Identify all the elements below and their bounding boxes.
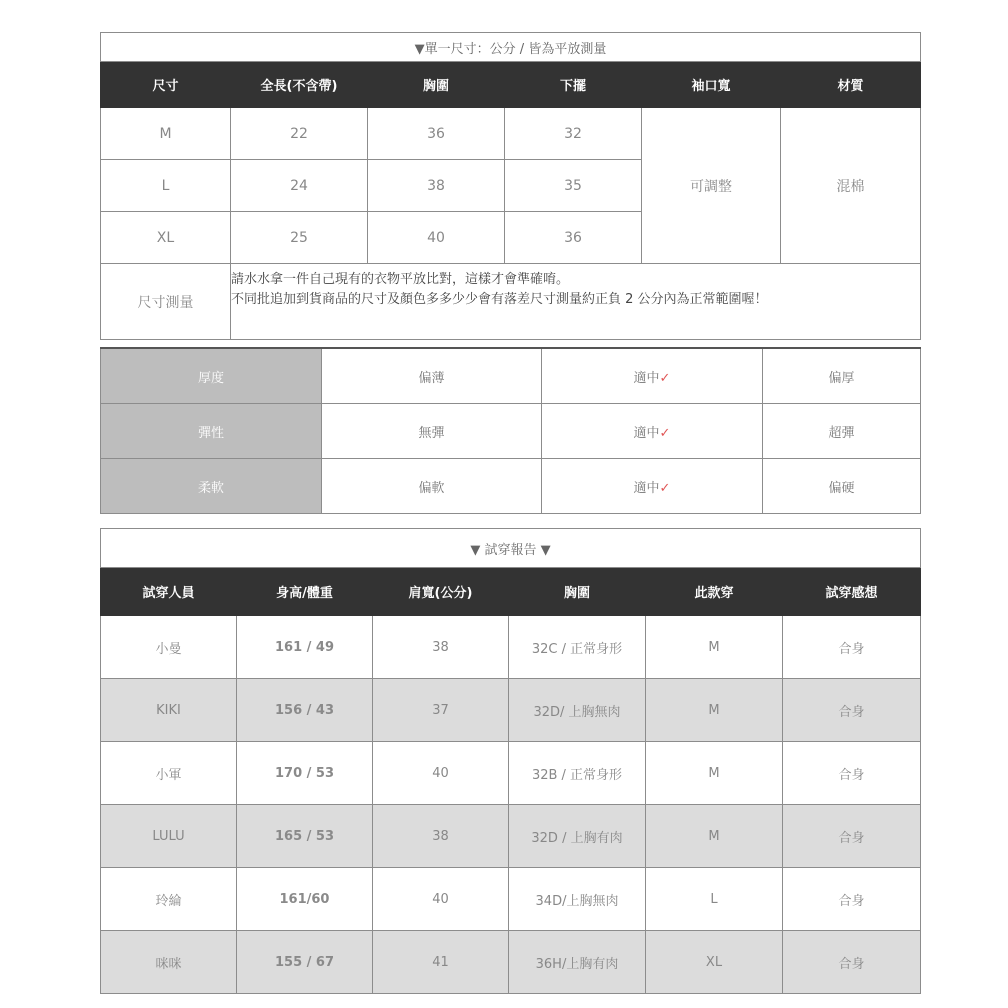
material-cell: 混棉 xyxy=(781,108,921,264)
shoulder-width: 41 xyxy=(373,931,509,994)
fitting-report-table xyxy=(100,528,921,994)
header-tester: 試穿人員 xyxy=(101,568,237,616)
shoulder-width: 38 xyxy=(373,805,509,868)
check-icon: ✓ xyxy=(659,425,671,441)
measure-note-line-1: 請水水拿一件自己現有的衣物平放比對，這樣才會準確唷。 xyxy=(231,272,570,287)
header-shoulder: 肩寬(公分) xyxy=(373,568,509,616)
height-weight: 156 / 43 xyxy=(237,679,373,742)
measure-label: 尺寸測量 xyxy=(101,264,231,340)
height-weight: 165 / 53 xyxy=(237,805,373,868)
table-row xyxy=(101,108,921,160)
tester-name: KIKI xyxy=(101,679,237,742)
size-worn: M xyxy=(646,805,783,868)
height-weight: 161 / 49 xyxy=(237,616,373,679)
tester-name: 咪咪 xyxy=(101,931,237,994)
size-worn: M xyxy=(646,742,783,805)
hem-cell: 32 xyxy=(505,108,642,160)
table-row xyxy=(101,616,921,679)
shoulder-width: 38 xyxy=(373,616,509,679)
tester-name: LULU xyxy=(101,805,237,868)
tester-name: 小曼 xyxy=(101,616,237,679)
feel-label: 彈性 xyxy=(101,404,322,459)
feel-option: 偏軟 xyxy=(322,459,542,514)
measure-note xyxy=(231,264,921,340)
fit-feel: 合身 xyxy=(783,616,921,679)
header-size: 尺寸 xyxy=(101,62,231,108)
size-cell: M xyxy=(101,108,231,160)
feel-option-selected: 適中✓ xyxy=(542,459,763,514)
header-material: 材質 xyxy=(781,62,921,108)
check-icon: ✓ xyxy=(659,370,671,386)
size-worn: L xyxy=(646,868,783,931)
feel-option: 偏硬 xyxy=(763,459,921,514)
header-height-weight: 身高/體重 xyxy=(237,568,373,616)
feel-label: 厚度 xyxy=(101,348,322,404)
feel-row-softness xyxy=(101,459,921,514)
hem-cell: 35 xyxy=(505,160,642,212)
height-weight: 161/60 xyxy=(237,868,373,931)
table-row xyxy=(101,805,921,868)
header-cuff: 袖口寬 xyxy=(642,62,781,108)
bust-info: 32C / 正常身形 xyxy=(509,616,646,679)
bust-info: 32B / 正常身形 xyxy=(509,742,646,805)
height-weight: 155 / 67 xyxy=(237,931,373,994)
hem-cell: 36 xyxy=(505,212,642,264)
cuff-cell: 可調整 xyxy=(642,108,781,264)
fit-feel: 合身 xyxy=(783,805,921,868)
feel-option-selected: 適中✓ xyxy=(542,404,763,459)
size-worn: M xyxy=(646,616,783,679)
chest-cell: 38 xyxy=(368,160,505,212)
header-hem: 下擺 xyxy=(505,62,642,108)
height-weight: 170 / 53 xyxy=(237,742,373,805)
length-cell: 24 xyxy=(231,160,368,212)
feel-row-elasticity xyxy=(101,404,921,459)
feel-option-selected: 適中✓ xyxy=(542,348,763,404)
fit-feel: 合身 xyxy=(783,931,921,994)
bust-info: 34D/上胸無肉 xyxy=(509,868,646,931)
size-cell: L xyxy=(101,160,231,212)
feel-option: 無彈 xyxy=(322,404,542,459)
feel-option: 偏薄 xyxy=(322,348,542,404)
shoulder-width: 40 xyxy=(373,742,509,805)
measure-note-line-2: 不同批追加到貨商品的尺寸及顏色多多少少會有落差尺寸測量約正負 2 公分內為正常範圍喔！ xyxy=(231,292,768,307)
tester-name: 小軍 xyxy=(101,742,237,805)
chest-cell: 40 xyxy=(368,212,505,264)
shoulder-width: 40 xyxy=(373,868,509,931)
bust-info: 36H/上胸有肉 xyxy=(509,931,646,994)
header-chest: 胸圍 xyxy=(368,62,505,108)
size-chart-table xyxy=(100,32,921,340)
chest-cell: 36 xyxy=(368,108,505,160)
table-row xyxy=(101,868,921,931)
size-cell: XL xyxy=(101,212,231,264)
table-row xyxy=(101,742,921,805)
check-icon: ✓ xyxy=(659,480,671,496)
feel-option: 超彈 xyxy=(763,404,921,459)
fit-feel: 合身 xyxy=(783,742,921,805)
size-worn: XL xyxy=(646,931,783,994)
feel-row-thickness xyxy=(101,348,921,404)
fit-feel: 合身 xyxy=(783,868,921,931)
fabric-feel-table xyxy=(100,347,921,514)
header-bust: 胸圍 xyxy=(509,568,646,616)
shoulder-width: 37 xyxy=(373,679,509,742)
feel-option: 偏厚 xyxy=(763,348,921,404)
table-row xyxy=(101,931,921,994)
header-size-worn: 此款穿 xyxy=(646,568,783,616)
feel-label: 柔軟 xyxy=(101,459,322,514)
header-length: 全長(不含帶) xyxy=(231,62,368,108)
table-row xyxy=(101,679,921,742)
fit-feel: 合身 xyxy=(783,679,921,742)
length-cell: 22 xyxy=(231,108,368,160)
tester-name: 玲綸 xyxy=(101,868,237,931)
bust-info: 32D / 上胸有肉 xyxy=(509,805,646,868)
header-fit-feel: 試穿感想 xyxy=(783,568,921,616)
length-cell: 25 xyxy=(231,212,368,264)
fitting-report-caption: ▼ 試穿報告 ▼ xyxy=(101,529,921,568)
size-chart-caption: ▼單一尺寸：公分 / 皆為平放測量 xyxy=(101,33,921,62)
bust-info: 32D/ 上胸無肉 xyxy=(509,679,646,742)
size-worn: M xyxy=(646,679,783,742)
